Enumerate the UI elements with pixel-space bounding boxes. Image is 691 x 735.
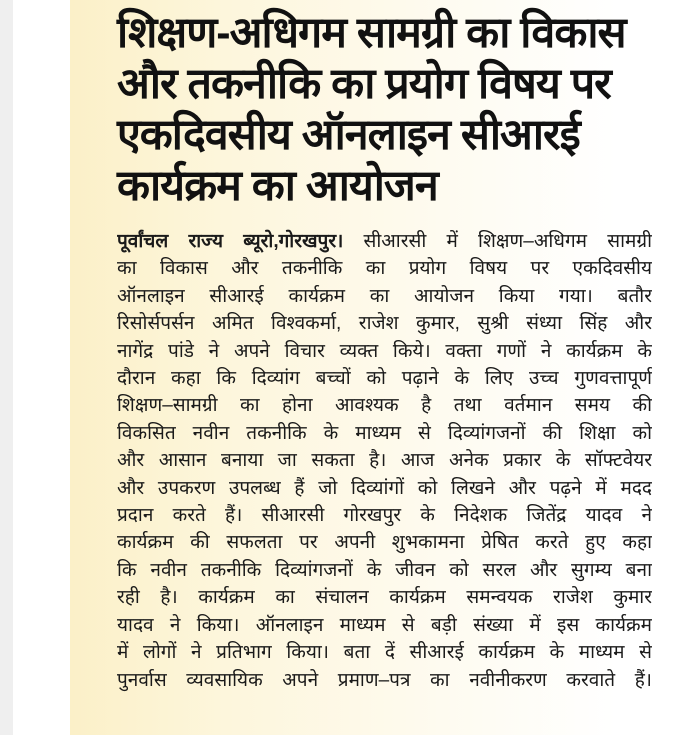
headline-line: और तकनीकि का प्रयोग विषय पर bbox=[117, 60, 611, 108]
body-line: रिसोर्सपर्सन अमित विश्वकर्मा, राजेश कुमार, सुश्री संध्या सिंह और bbox=[117, 313, 652, 335]
body-line: और उपकरण उपलब्ध हैं जो दिव्यांगों को लिखने और पढ़ने में मदद bbox=[117, 477, 652, 499]
body-line: प्रदान करते हैं। सीआरसी गोरखपुर के निदेशक जितेंद्र यादव ने bbox=[117, 505, 652, 527]
body-line: में लोगों ने प्रतिभाग किया। बता दें सीआरई कार्यक्रम के माध्यम से bbox=[117, 642, 652, 664]
body-line: नागेंद्र पांडे ने अपने विचार व्यक्त किये। वक्ता गणों ने कार्यक्रम के bbox=[117, 340, 652, 362]
body-line: का विकास और तकनीकि का प्रयोग विषय पर एकदिवसीय bbox=[117, 258, 652, 280]
body-line-text: सीआरसी में शिक्षण–अधिगम सामग्री bbox=[343, 231, 652, 252]
viewer-margin bbox=[0, 0, 13, 735]
body-line: दौरान कहा कि दिव्यांग बच्चों को पढ़ाने के लिए उच्च गुणवत्तापूर्ण bbox=[117, 368, 652, 390]
body-line: कि नवीन तकनीकि दिव्यांगजनों के जीवन को सरल और सुगम्य बना bbox=[117, 559, 652, 581]
body-line bbox=[117, 228, 652, 255]
body-line: पुनर्वास व्यवसायिक अपने प्रमाण–पत्र का नवीनीकरण करवाते हैं। bbox=[117, 669, 652, 691]
body-line: यादव ने किया। ऑनलाइन माध्यम से बड़ी संख्या में इस कार्यक्रम bbox=[117, 614, 652, 636]
headline-line: एकदिवसीय ऑनलाइन सीआरई bbox=[117, 111, 580, 159]
article-headline bbox=[117, 8, 657, 212]
body-line: शिक्षण–सामग्री का होना आवश्यक है तथा वर्तमान समय की bbox=[117, 395, 652, 417]
dateline: पूर्वांचल राज्य ब्यूरो,गोरखपुर। bbox=[117, 231, 344, 252]
body-line: और आसान बनाया जा सकता है। आज अनेक प्रकार के सॉफ्टवेयर bbox=[117, 450, 652, 472]
body-line: कार्यक्रम की सफलता पर अपनी शुभकामना प्रेषित करते हुए कहा bbox=[117, 532, 652, 554]
body-line: ऑनलाइन सीआरई कार्यक्रम का आयोजन किया गया। बतौर bbox=[117, 285, 652, 307]
headline-line: कार्यक्रम का आयोजन bbox=[117, 162, 438, 210]
body-line: रही है। कार्यक्रम का संचालन कार्यक्रम समन्वयक राजेश कुमार bbox=[117, 587, 652, 609]
headline-line: शिक्षण-अधिगम सामग्री का विकास bbox=[117, 9, 626, 57]
article-body bbox=[117, 228, 652, 694]
body-line: विकसित नवीन तकनीकि के माध्यम से दिव्यांगजनों की शिक्षा को bbox=[117, 422, 652, 444]
